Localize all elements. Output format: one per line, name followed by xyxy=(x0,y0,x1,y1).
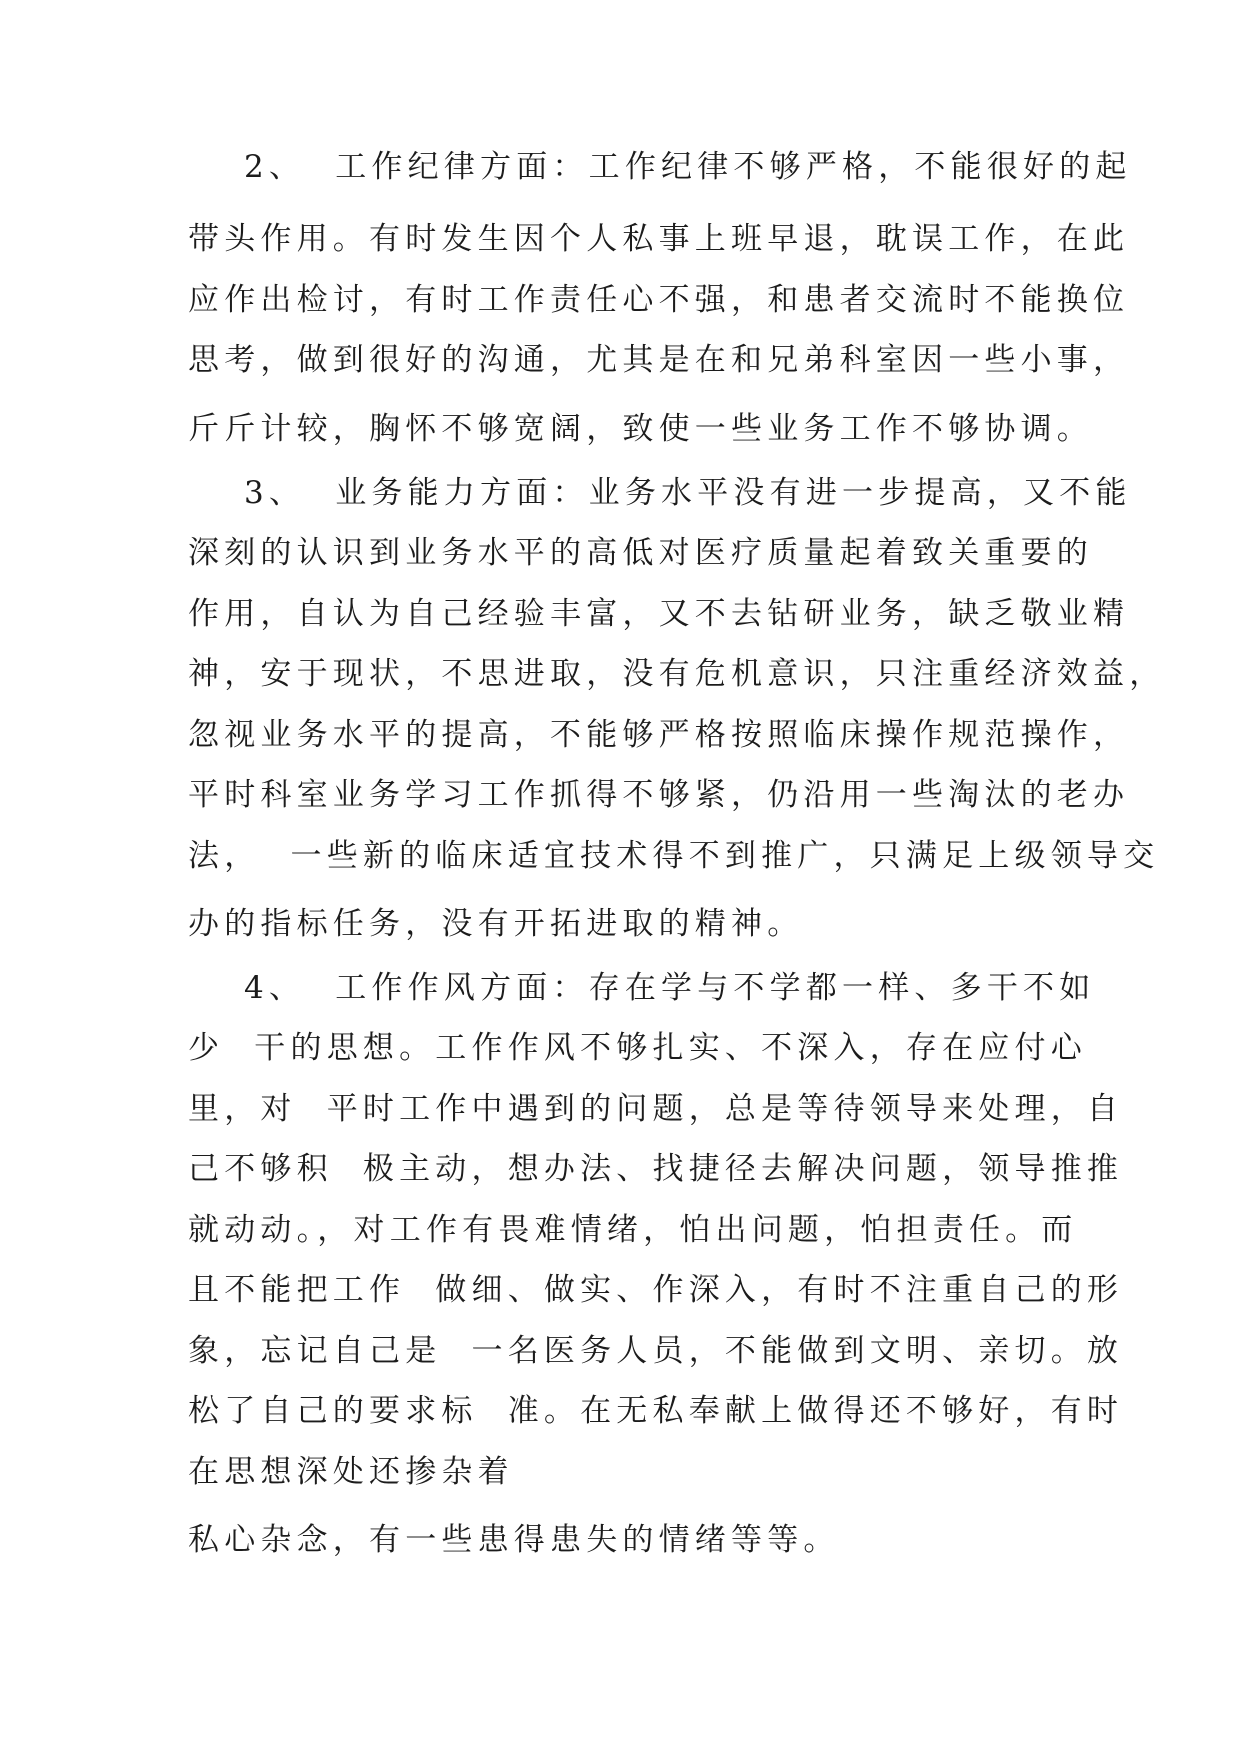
paragraph-3-line-2: 深刻的认识到业务水平的高低对医疗质量起着致关重要的 xyxy=(188,535,1093,571)
paragraph-3-line-6: 平时科室业务学习工作抓得不够紧，仍沿用一些淘汰的老办 xyxy=(188,777,1130,813)
paragraph-3-line-4: 神，安于现状，不思进取，没有危机意识，只注重经济效益， xyxy=(188,656,1166,692)
paragraph-4-line-2: 少 干的思想。工作作风不够扎实、不深入，存在应付心 xyxy=(188,1030,1087,1066)
paragraph-2-line-2: 带头作用。有时发生因个人私事上班早退，耽误工作，在此 xyxy=(188,221,1130,257)
paragraph-3-line-8: 办的指标任务，没有开拓进取的精神。 xyxy=(188,906,804,942)
paragraph-4-line-9: 在思想深处还掺杂着 xyxy=(188,1454,514,1490)
paragraph-2-line-3: 应作出检讨，有时工作责任心不强，和患者交流时不能换位 xyxy=(188,282,1130,318)
paragraph-4-line-7: 象，忘记自己是 一名医务人员，不能做到文明、亲切。放 xyxy=(188,1333,1124,1369)
paragraph-3-line-5: 忽视业务水平的提高，不能够严格按照临床操作规范操作， xyxy=(188,717,1130,753)
paragraph-4-line-4: 己不够积 极主动，想办法、找捷径去解决问题，领导推推 xyxy=(188,1151,1124,1187)
paragraph-2-line-4: 思考，做到很好的沟通，尤其是在和兄弟科室因一些小事， xyxy=(188,342,1130,378)
paragraph-4-line-5: 就动动。，对工作有畏难情绪，怕出问题，怕担责任。而 xyxy=(188,1212,1078,1248)
paragraph-3-line-1: 3、 业务能力方面：业务水平没有进一步提高，又不能 xyxy=(244,475,1132,511)
paragraph-4-line-8: 松了自己的要求标 准。在无私奉献上做得还不够好，有时 xyxy=(188,1393,1124,1429)
paragraph-4-line-6: 且不能把工作 做细、做实、作深入，有时不注重自己的形 xyxy=(188,1272,1124,1308)
paragraph-4-line-10: 私心杂念，有一些患得患失的情绪等等。 xyxy=(188,1522,840,1558)
paragraph-3-line-3: 作用，自认为自己经验丰富，又不去钻研业务，缺乏敬业精 xyxy=(188,596,1130,632)
paragraph-4-line-3: 里，对 平时工作中遇到的问题，总是等待领导来处理，自 xyxy=(188,1091,1124,1127)
paragraph-2-line-1: 2、 工作纪律方面：工作纪律不够严格，不能很好的起 xyxy=(244,149,1132,185)
paragraph-3-line-7: 法， 一些新的临床适宜技术得不到推广，只满足上级领导交 xyxy=(188,838,1160,874)
paragraph-4-line-1: 4、 工作作风方面：存在学与不学都一样、多干不如 xyxy=(244,970,1096,1006)
paragraph-2-line-5: 斤斤计较，胸怀不够宽阔，致使一些业务工作不够协调。 xyxy=(188,411,1093,447)
